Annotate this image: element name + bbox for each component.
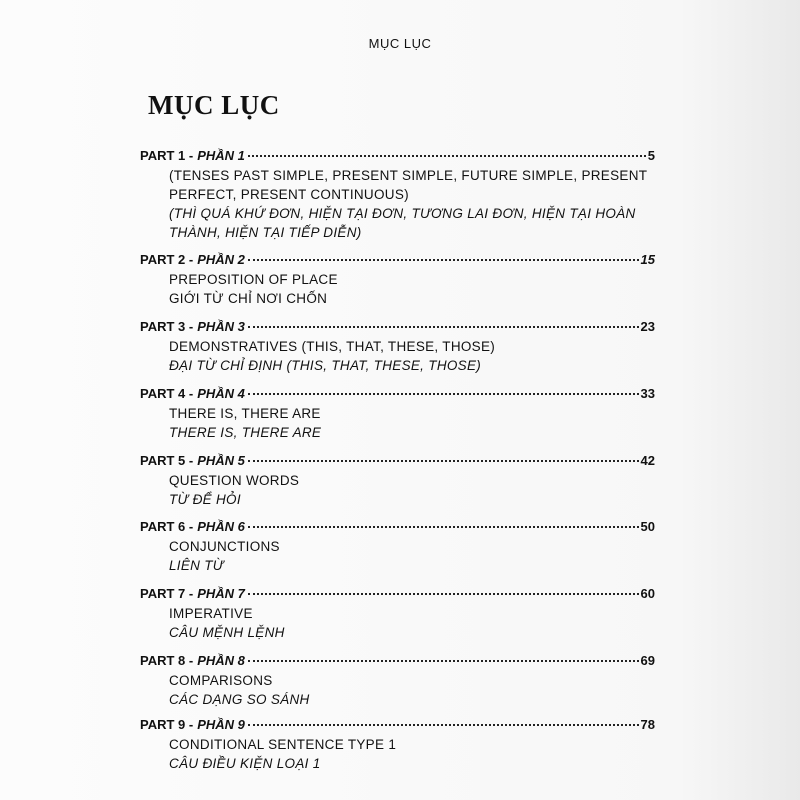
dot-leader [248, 526, 639, 528]
page-number: 23 [640, 319, 655, 334]
toc-entry-4[interactable] [140, 386, 655, 442]
page-number: 78 [640, 717, 655, 732]
entry-english-title: (TENSES PAST SIMPLE, PRESENT SIMPLE, FUTURE SIMPLE, PRESENT PERFECT, PRESENT CONTINUOUS) [169, 168, 648, 202]
entry-vietnamese-title: THERE IS, THERE ARE [169, 425, 322, 440]
part-label: PART 8 - [140, 653, 194, 668]
part-label: PART 5 - [140, 453, 194, 468]
dot-leader [248, 724, 639, 726]
entry-vietnamese-title: LIÊN TỪ [169, 558, 224, 573]
entry-english-title: CONJUNCTIONS [169, 539, 280, 554]
part-label: PART 2 - [140, 252, 194, 267]
toc-entry-6[interactable] [140, 519, 655, 575]
dot-leader [248, 326, 639, 328]
toc-entry-9[interactable] [140, 717, 655, 773]
toc-entry-2[interactable] [140, 252, 655, 308]
part-vn-label: PHẦN 2 [197, 252, 245, 267]
entry-vietnamese-title: TỪ ĐỂ HỎI [169, 492, 241, 507]
page-number: 69 [640, 653, 655, 668]
page-number: 60 [640, 586, 655, 601]
part-label: PART 3 - [140, 319, 194, 334]
entry-english-title: THERE IS, THERE ARE [169, 406, 321, 421]
part-vn-label: PHẦN 7 [197, 586, 245, 601]
part-vn-label: PHẦN 6 [197, 519, 245, 534]
page-title: MỤC LỤC [148, 90, 280, 120]
toc-entry-1[interactable] [140, 148, 655, 242]
entry-english-title: PREPOSITION OF PLACE [169, 272, 338, 287]
entry-vietnamese-title: CÁC DẠNG SO SÁNH [169, 692, 310, 707]
part-label: PART 6 - [140, 519, 194, 534]
toc-entry-3[interactable] [140, 319, 655, 375]
dot-leader [248, 593, 639, 595]
entry-vietnamese-title: CÂU ĐIỀU KIỆN LOẠI 1 [169, 756, 321, 771]
entry-english-title: CONDITIONAL SENTENCE TYPE 1 [169, 737, 397, 752]
part-label: PART 4 - [140, 386, 194, 401]
dot-leader [248, 393, 639, 395]
entry-english-title: IMPERATIVE [169, 606, 253, 621]
toc-entry-7[interactable] [140, 586, 655, 642]
page-number: 33 [640, 386, 655, 401]
part-vn-label: PHẦN 9 [197, 717, 245, 732]
entry-english-title: QUESTION WORDS [169, 473, 300, 488]
toc-entry-8[interactable] [140, 653, 655, 709]
page-number: 5 [647, 148, 655, 163]
entry-vietnamese-title: ĐẠI TỪ CHỈ ĐỊNH (THIS, THAT, THESE, THOSE) [169, 358, 482, 373]
running-head: MỤC LỤC [368, 36, 432, 51]
dot-leader [248, 460, 639, 462]
part-label: PART 9 - [140, 717, 194, 732]
dot-leader [248, 660, 639, 662]
entry-english-title: DEMONSTRATIVES (THIS, THAT, THESE, THOSE) [169, 339, 496, 354]
entry-vietnamese-title: CÂU MỆNH LỆNH [169, 625, 285, 640]
page-number: 42 [640, 453, 655, 468]
part-label: PART 7 - [140, 586, 194, 601]
part-vn-label: PHẦN 5 [197, 453, 245, 468]
part-label: PART 1 - [140, 148, 194, 163]
page-number: 15 [640, 252, 655, 267]
dot-leader [248, 155, 646, 157]
entry-vietnamese-title: GIỚI TỪ CHỈ NƠI CHỐN [169, 291, 328, 306]
part-vn-label: PHẦN 1 [197, 148, 245, 163]
entry-vietnamese-title: (THÌ QUÁ KHỨ ĐƠN, HIỆN TẠI ĐƠN, TƯƠNG LAI ĐƠN, HIỆN TẠI HOÀN THÀNH, HIỆN TẠI TIẾP DIỄN) [169, 206, 636, 240]
part-vn-label: PHẦN 4 [197, 386, 245, 401]
entry-english-title: COMPARISONS [169, 673, 273, 688]
dot-leader [248, 259, 639, 261]
part-vn-label: PHẦN 8 [197, 653, 245, 668]
part-vn-label: PHẦN 3 [197, 319, 245, 334]
toc-entry-5[interactable] [140, 453, 655, 509]
page-number: 50 [640, 519, 655, 534]
